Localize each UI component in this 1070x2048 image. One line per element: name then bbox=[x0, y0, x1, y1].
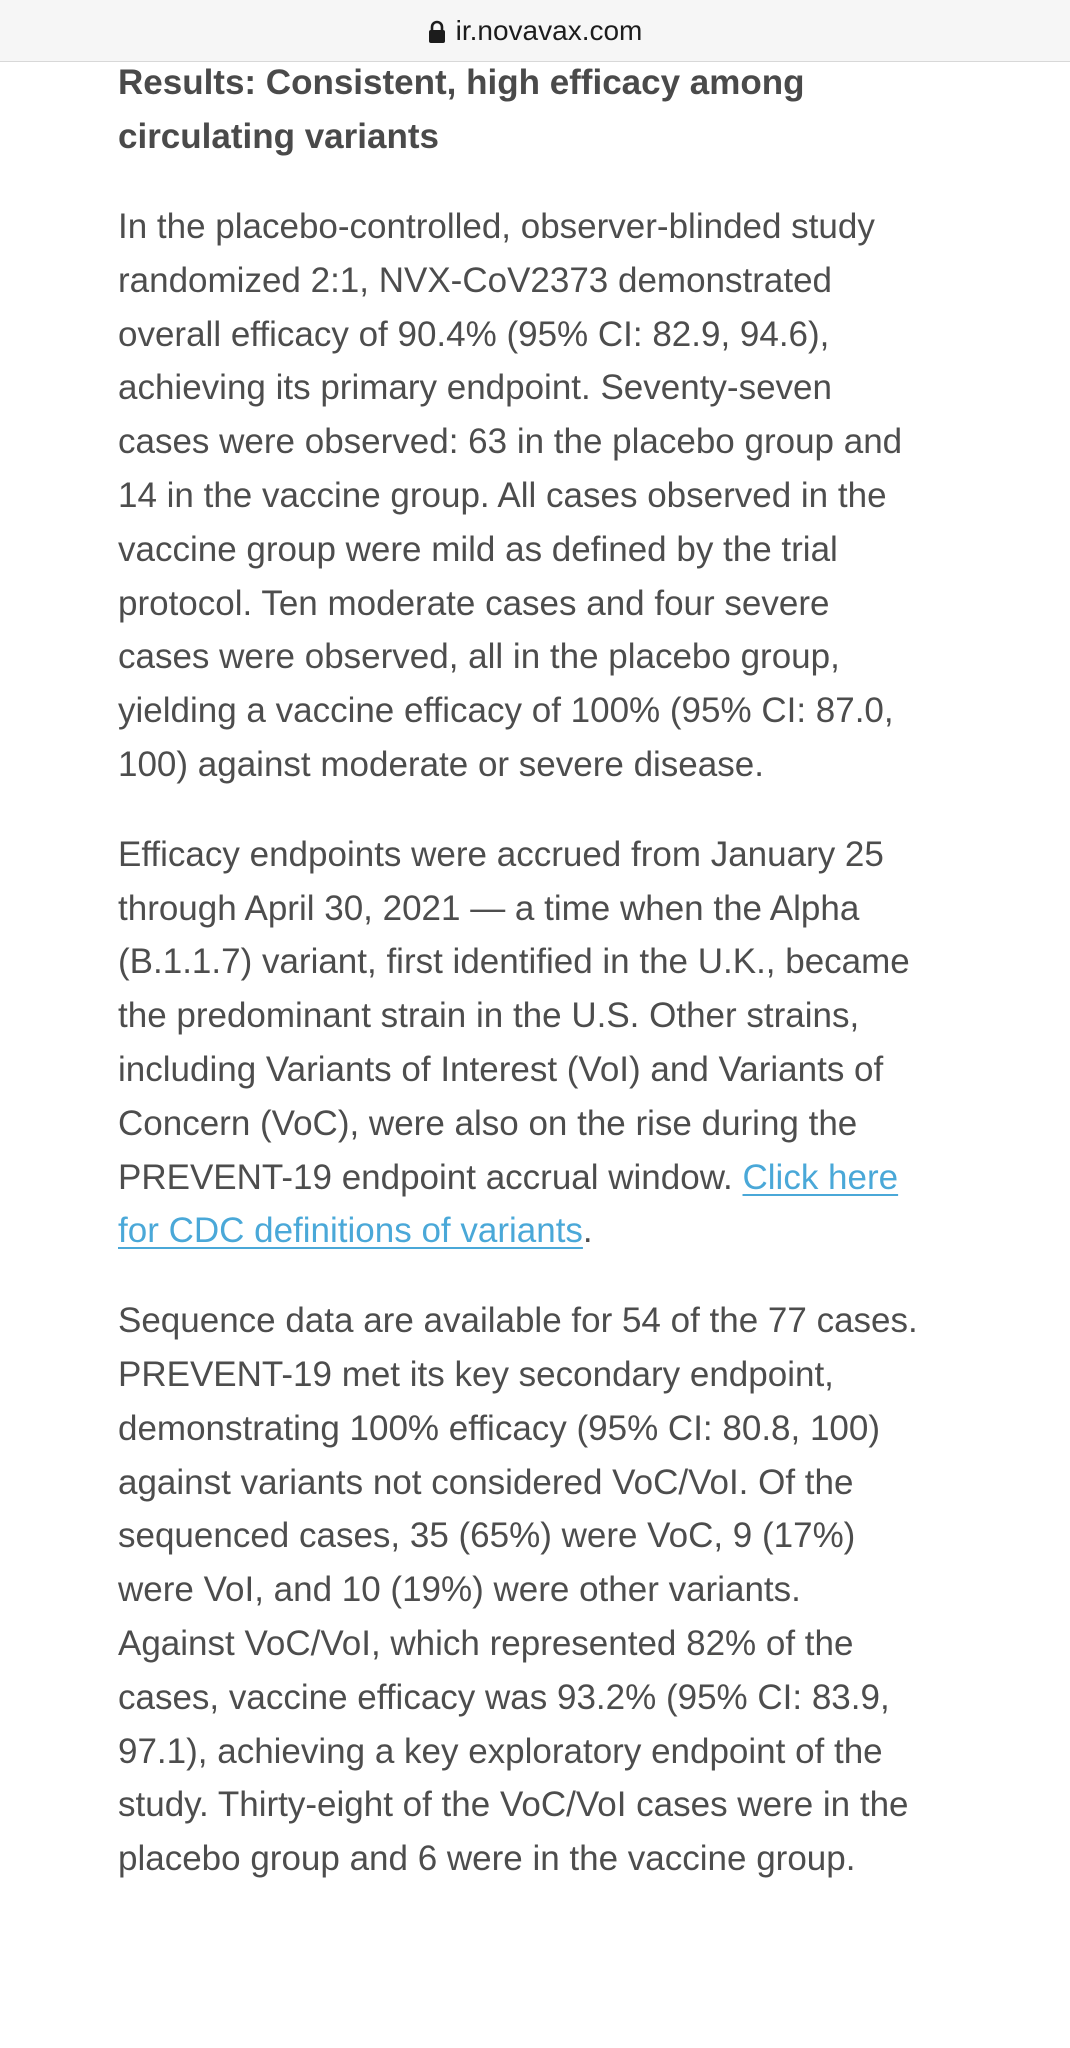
paragraph-efficacy-endpoints bbox=[118, 828, 918, 1258]
paragraph-efficacy-endpoints-end: . bbox=[582, 1211, 593, 1251]
cdc-definitions-link[interactable]: Click here for CDC definitions of variants bbox=[118, 1157, 899, 1251]
paragraph-sequence-data: Sequence data are available for 54 of the 77 cases. PREVENT-19 met its key secondary endpoint, demonstrating 100% efficacy (95% CI: 80.8, 100) against variants not considered VoC/VoI. Of the sequenced cases, 35 (65%) were VoC, 9 (17%) were VoI, and 10 (19%) were other variants. Against VoC/VoI, which represented 82% of the cases, vaccine efficacy was 93.2% (95% CI: 83.9, 97.1), achieving a key exploratory endpoint of the study. Thirty-eight of the VoC/VoI cases were in the placebo group and 6 were in the vaccine group. bbox=[118, 1301, 918, 1879]
url-display[interactable] bbox=[428, 15, 643, 47]
paragraph-primary-endpoint: In the placebo-controlled, observer-blinded study randomized 2:1, NVX-CoV2373 demonstrated overall efficacy of 90.4% (95% CI: 82.9, 94.6), achieving its primary endpoint. Seventy-seven cases were observed: 63 in the placebo group and 14 in the vaccine group. All cases observed in the vaccine group were mild as defined by the trial protocol. Ten moderate cases and four severe cases were observed, all in the placebo group, yielding a vaccine efficacy of 100% (95% CI: 87.0, 100) against moderate or severe disease. bbox=[118, 207, 903, 784]
browser-url-bar[interactable] bbox=[0, 0, 1070, 62]
url-text: ir.novavax.com bbox=[455, 14, 643, 46]
paragraph-efficacy-endpoints-text: Efficacy endpoints were accrued from January 25 through April 30, 2021 — a time when the Alpha (B.1.1.7) variant, first identified in the U.K., became the predominant strain in the U.S. Other strains, including Variants of Interest (VoI) and Variants of Concern (VoC), were also on the rise during the PREVENT-19 endpoint accrual window. bbox=[118, 834, 910, 1197]
article-body bbox=[118, 56, 918, 1922]
section-heading: Results: Consistent, high efficacy among circulating variants bbox=[118, 63, 805, 156]
lock-icon bbox=[428, 19, 446, 43]
